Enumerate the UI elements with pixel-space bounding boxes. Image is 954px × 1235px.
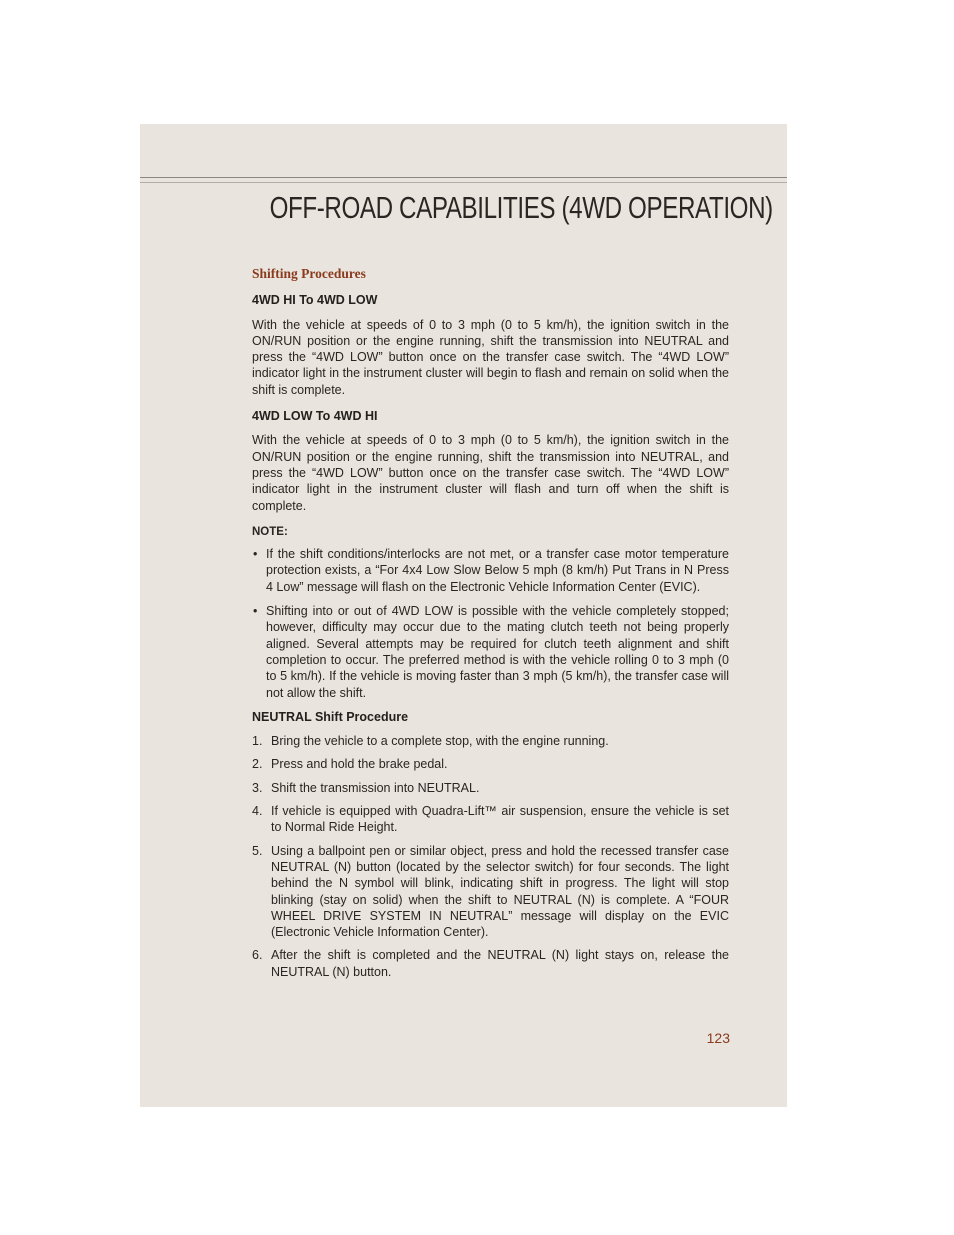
header-rule-bottom — [140, 182, 787, 183]
step-item — [252, 733, 729, 749]
note-item-text: Shifting into or out of 4WD LOW is possible with the vehicle completely stopped; however, difficulty may occur due to the mating clutch teeth not being properly aligned. Several attempts may be required for clutch teeth alignment and shift completion to occur. The preferred method is with the vehicle rolling 0 to 3 mph (0 to 5 km/h). If the vehicle is moving faster than 3 mph (5 km/h), the transfer case will not allow the shift. — [266, 604, 729, 700]
step-text: Shift the transmission into NEUTRAL. — [271, 780, 480, 795]
subheading-hi-to-low: 4WD HI To 4WD LOW — [252, 293, 378, 308]
step-number: 2. — [252, 757, 263, 772]
step-item — [252, 843, 729, 941]
bullet-icon: • — [253, 547, 258, 562]
step-item — [252, 803, 729, 836]
step-number: 4. — [252, 804, 263, 819]
step-text: After the shift is completed and the NEUTRAL (N) light stays on, release the NEUTRAL (N) button. — [271, 948, 729, 979]
note-label: NOTE: — [252, 525, 288, 538]
paragraph-hi-to-low: With the vehicle at speeds of 0 to 3 mph (0 to 5 km/h), the ignition switch in the ON/RUN position or the engine running, shift the transmission into NEUTRAL and press the “4WD LOW” button once on the transfer case switch. The “4WD LOW” indicator light in the instrument cluster will begin to flash and remain on solid when the shift is complete. — [252, 317, 729, 397]
note-list — [252, 546, 729, 701]
step-number: 3. — [252, 780, 263, 795]
step-text: Using a ballpoint pen or similar object, press and hold the recessed transfer case NEUTRAL (N) button (located by the selector switch) for four seconds. The light behind the N symbol will blink, indicating shift in progress. The light will stop blinking (stay on solid) when the shift to NEUTRAL (N) is complete. A “FOUR WHEEL DRIVE SYSTEM IN NEUTRAL” message will display on the EVIC (Electronic Vehicle Information Center). — [271, 843, 729, 940]
step-text: If vehicle is equipped with Quadra-Lift™ air suspension, ensure the vehicle is set to Normal Ride Height. — [271, 804, 729, 835]
step-item — [252, 780, 729, 796]
bullet-icon: • — [253, 604, 258, 619]
step-item — [252, 756, 729, 772]
step-number: 5. — [252, 843, 263, 858]
step-number: 1. — [252, 734, 263, 749]
content-column — [252, 266, 729, 987]
note-item-text: If the shift conditions/interlocks are not met, or a transfer case motor temperature protection exists, a “For 4x4 Low Slow Below 5 mph (8 km/h) Put Trans in N Press 4 Low” message will flash on the Electronic Vehicle Information Center (EVIC). — [266, 547, 729, 594]
page-number: 123 — [706, 1030, 730, 1046]
step-item — [252, 947, 729, 980]
subheading-neutral: NEUTRAL Shift Procedure — [252, 709, 409, 724]
step-text: Press and hold the brake pedal. — [271, 757, 448, 772]
neutral-steps-list — [252, 733, 729, 980]
note-item — [252, 603, 729, 701]
subheading-low-to-hi: 4WD LOW To 4WD HI — [252, 409, 378, 424]
header-rule-top — [140, 177, 787, 178]
step-text: Bring the vehicle to a complete stop, with the engine running. — [271, 734, 609, 749]
paragraph-low-to-hi: With the vehicle at speeds of 0 to 3 mph (0 to 5 km/h), the ignition switch in the ON/RUN position or the engine running, shift the transmission into NEUTRAL, and press the “4WD LOW” button once on the transfer case switch. The “4WD LOW” indicator light in the instrument cluster will flash and turn off when the shift is complete. — [252, 433, 729, 513]
step-number: 6. — [252, 948, 263, 963]
page-title: OFF-ROAD CAPABILITIES (4WD OPERATION) — [269, 190, 773, 225]
section-heading: Shifting Procedures — [252, 266, 366, 281]
note-item — [252, 546, 729, 595]
